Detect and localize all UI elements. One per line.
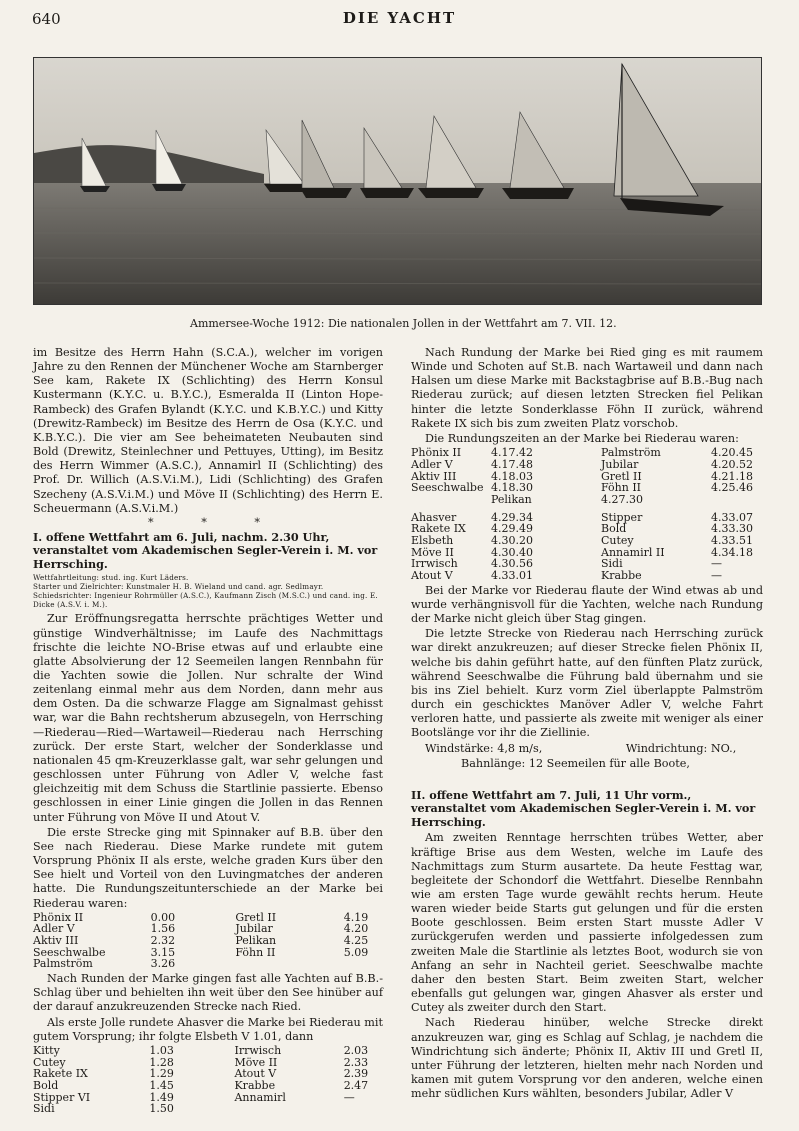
results-table xyxy=(33,1045,383,1115)
time-value: — xyxy=(711,557,722,571)
time-value: 1.49 xyxy=(149,1090,174,1104)
boat-name: Möve II xyxy=(234,1055,278,1069)
boat-name: Atout V xyxy=(411,569,453,583)
officials-line: Schiedsrichter: Ingenieur Rohrmüller (A.S.C.), Kaufmann Zisch (M.S.C.) und cand. ing. E. Dicke (A.S.V. i. M.). xyxy=(33,591,378,610)
officials-line: Wettfahrtleitung: stud. ing. Kurt Läders. xyxy=(33,573,189,583)
race-heading: II. offene Wettfahrt am 7. Juli, 11 Uhr vorm., veranstaltet vom Akademischen Segler-Verein i. M. vor Herrsching. xyxy=(411,787,756,829)
time-value: 2.39 xyxy=(343,1067,369,1081)
photo-caption: Ammersee-Woche 1912: Die nationalen Jollen in der Wettfahrt am 7. VII. 12. xyxy=(190,317,617,330)
paragraph: Am zweiten Renntage herrschten trübes Wetter, aber kräftige Brise aus dem Westen, welche im Laufe des Nachmittags zum Sturm ausartete. Da heute Festtag war, begleitete der Schondorf die Wettfahrt. Dieselbe Rennbahn wie am ersten Tage wurde gewählt rechts herum. Heute waren wieder beide Starts gut gelungen und für die ersten Boote geschlossen. Beim ersten Start musste Adler V zurückgerufen werden und passierte infolgedessen zum zweiten Male die Startlinie als letztes Boot, wodurch sie von Anfang an sehr in Nachteil geriet. Seeschwalbe machte daher den besten Start. Beim zweiten Start, welcher ebenfalls gut gelungen war, gingen Ahasver als erster und Cutey als zweiter durch den Start. xyxy=(411,831,763,1015)
race-stats xyxy=(411,742,763,756)
boat-name: Stipper VI xyxy=(33,1090,91,1104)
page-number: 640 xyxy=(32,10,61,28)
time-value: 4.27.30 xyxy=(601,492,643,506)
results-table xyxy=(411,512,761,582)
boat-name: Gretl II xyxy=(235,910,277,924)
boat-name: Aktiv III xyxy=(411,469,457,483)
time-value: 4.33.01 xyxy=(491,569,533,583)
time-value: 1.45 xyxy=(149,1079,174,1093)
time-value: 5.09 xyxy=(343,945,369,959)
boat-name: Kitty xyxy=(33,1043,60,1057)
officials-line: Starter und Zielrichter: Kunstmaler H. B. Wieland und cand. agr. Sedlmayr. xyxy=(33,582,324,592)
time-value: 0.00 xyxy=(150,910,176,924)
time-value: 4.29.34 xyxy=(491,510,533,524)
paragraph: Die Rundungszeiten an der Marke bei Riederau waren: xyxy=(425,431,739,445)
time-value: 4.30.56 xyxy=(491,557,533,571)
course-length: Bahnlänge: 12 Seemeilen für alle Boote, xyxy=(461,756,690,770)
paragraph: Bei der Marke vor Riederau flaute der Wind etwas ab und wurde verhängnisvoll für die Yachten, welche nach Rundung der Marke nicht gleich über Stag gingen. xyxy=(411,583,763,626)
boat-name: Aktiv III xyxy=(33,934,79,948)
boat-name: Pelikan xyxy=(491,492,532,506)
boat-name: Annamirl II xyxy=(601,545,665,559)
boat-name: Föhn II xyxy=(601,481,642,495)
paragraph: Nach Rundung der Marke bei Ried ging es mit raumem Winde und Schoten auf St.B. nach Wartaweil und dann nach Halsen um diese Marke mit Backstagbrise auf B.B.-Bug nach Riederau zurück; auf diesen letzten Strecken fiel Pelikan hinter die letzte Sonderklasse Föhn II zurück, während Rakete IX sich bis zum zweiten Platz vorschob. xyxy=(411,346,763,430)
race-stats xyxy=(411,757,763,771)
table-row xyxy=(411,558,761,570)
time-value: 1.03 xyxy=(149,1043,174,1057)
time-value: 1.28 xyxy=(149,1055,174,1069)
boat-name: Cutey xyxy=(33,1055,66,1069)
results-table xyxy=(411,447,761,506)
time-value: 2.33 xyxy=(343,1055,369,1069)
wind-strength: Windstärke: 4,8 m/s, xyxy=(425,741,543,755)
time-value: 1.56 xyxy=(150,922,176,936)
boat-name: Palmström xyxy=(33,957,93,971)
time-value: 4.20.52 xyxy=(711,457,753,471)
boat-name: Adler V xyxy=(411,457,453,471)
left-column xyxy=(33,346,383,1117)
paragraph: Die letzte Strecke von Riederau nach Herrsching zurück war direkt anzukreuzen; auf dieser Strecke fielen Phönix II, welche bis dahin geführt hatte, auf den fünften Platz zurück, während Seeschwalbe die Führung bald übernahm und sie bis ins Ziel behielt. Kurz vorm Ziel überlappte Palmström durch ein geschicktes Manöver Adler V, welche Fahrt verloren hatte, und passierte als zweite mit weniger als einer Bootslänge vor ihr die Ziellinie. xyxy=(411,627,763,740)
time-value: 4.29.49 xyxy=(491,522,533,536)
section-divider: * * * xyxy=(148,515,282,529)
table-row xyxy=(33,1103,383,1115)
results-table xyxy=(33,912,383,971)
boat-name: Irrwisch xyxy=(411,557,458,571)
paragraph: Zur Eröffnungsregatta herrschte prächtiges Wetter und günstige Windverhältnisse; im Laufe des Nachmittags frischte die leichte NO-Brise etwas auf und erlaubte eine glatte Absolvierung der 12 Seemeilen langen Rennbahn für die Yachten sowie die Jollen. Nur schralte der Wind zeitenlang einmal mehr aus dem Norden, dann mehr aus dem Osten. Da die schwarze Flagge am Signalmast gehisst war, war die Bahn rechtsherum abzusegeln, von Herrsching—Riederau—Ried—Wartaweil—Riederau nach Herrsching zurück. Der erste Start, welcher der Sonderklasse und nationalen 45 qm-Kreuzerklasse galt, war sehr gelungen und geschlossen unter Führung von Adler V, welche fast gleichzeitig mit dem Schuss die Startlinie passierte. Ebenso geschlossen in einer Linie gingen die Jollen in das Rennen unter Führung von Möve II und Atout V. xyxy=(33,612,383,824)
boat-name: Elsbeth xyxy=(411,534,454,548)
paragraph: Nach Riederau hinüber, welche Strecke direkt anzukreuzen war, ging es Schlag auf Schlag, je nachdem die Windrichtung sich änderte; Phönix II, Aktiv III und Gretl II, unter Führung der letzteren, hielten mehr nach Norden und kamen mit gutem Vorsprung vor den anderen, welche einen mehr südlichen Kurs wählten, besonders Jubilar, Adler V xyxy=(411,1016,763,1101)
time-value: 2.47 xyxy=(343,1079,369,1093)
time-value: 4.17.48 xyxy=(491,457,533,471)
boat-name: Adler V xyxy=(33,922,75,936)
table-row xyxy=(411,494,761,506)
boat-name: Rakete IX xyxy=(33,1067,88,1081)
time-value: 2.32 xyxy=(150,934,176,948)
table-row xyxy=(411,447,761,459)
table-row xyxy=(411,570,761,582)
time-value: 4.33.07 xyxy=(711,510,753,524)
time-value: 1.29 xyxy=(149,1067,174,1081)
boat-name: Irrwisch xyxy=(234,1043,282,1057)
boat-name: Atout V xyxy=(234,1067,277,1081)
boat-name: Ahasver xyxy=(411,510,457,524)
time-value: 3.26 xyxy=(150,957,176,971)
boat-name: Krabbe xyxy=(601,569,642,583)
paragraph: Als erste Jolle rundete Ahasver die Marke bei Riederau mit gutem Vorsprung; ihr folgte Elsbeth V 1.01, dann xyxy=(33,1015,383,1043)
table-row xyxy=(411,547,761,559)
boat-name: Sidi xyxy=(601,557,623,571)
time-value: 2.03 xyxy=(343,1043,369,1057)
wind-direction: Windrichtung: NO., xyxy=(625,741,737,755)
time-value: 4.20 xyxy=(343,922,369,936)
time-value: 4.25 xyxy=(343,934,369,948)
table-row xyxy=(33,1092,383,1104)
paragraph: Nach Runden der Marke gingen fast alle Yachten auf B.B.-Schlag über und behielten ihn weit über den See hinüber auf der darauf anzukreuzenden Strecke nach Ried. xyxy=(33,972,383,1014)
table-row xyxy=(33,1045,383,1057)
boat-name: Föhn II xyxy=(235,945,276,959)
boat-name: Gretl II xyxy=(601,469,642,483)
time-value: 1.50 xyxy=(149,1102,174,1116)
table-row xyxy=(411,523,761,535)
boat-name: Seeschwalbe xyxy=(33,945,106,959)
time-value: 4.30.20 xyxy=(491,534,533,548)
boat-name: Pelikan xyxy=(235,934,277,948)
boat-name: Cutey xyxy=(601,534,634,548)
boat-name: Möve II xyxy=(411,545,454,559)
table-row xyxy=(33,923,383,935)
time-value: 4.21.18 xyxy=(711,469,753,483)
table-row xyxy=(33,935,383,947)
time-value: 4.20.45 xyxy=(711,446,753,460)
right-column xyxy=(411,346,763,1102)
boat-name: Bold xyxy=(601,522,627,536)
time-value: 4.30.40 xyxy=(491,545,533,559)
time-value: 3.15 xyxy=(150,945,176,959)
boat-name: Phönix II xyxy=(411,446,462,460)
time-value: 4.19 xyxy=(343,910,369,924)
boat-name: Jubilar xyxy=(601,457,639,471)
paragraph: Die erste Strecke ging mit Spinnaker auf B.B. über den See nach Riederau. Diese Marke rundete mit gutem Vorsprung Phönix II als erste, welche graden Kurs über den See hielt und Vorteil von den Luvingmatches der anderen hatte. Die Rundungszeitunterschiede an der Marke bei Riederau waren: xyxy=(33,825,383,910)
sailboats-illustration xyxy=(34,58,761,304)
table-row xyxy=(411,482,761,494)
boat-name: Rakete IX xyxy=(411,522,466,536)
boat-name: Sidi xyxy=(33,1102,55,1116)
time-value: 4.33.30 xyxy=(711,522,753,536)
time-value: 4.18.03 xyxy=(491,469,533,483)
running-head: DIE YACHT xyxy=(342,9,457,27)
time-value: 4.17.42 xyxy=(491,446,533,460)
boat-name: Seeschwalbe xyxy=(411,481,484,495)
time-value: 4.18.30 xyxy=(491,481,533,495)
boat-name: Stipper xyxy=(601,510,643,524)
table-row xyxy=(411,535,761,547)
sailing-photo xyxy=(33,57,762,305)
time-value: 4.25.46 xyxy=(711,481,753,495)
boat-name: Annamirl xyxy=(234,1090,286,1104)
boat-name: Palmström xyxy=(601,446,661,460)
time-value: — xyxy=(343,1090,355,1104)
time-value: 4.34.18 xyxy=(711,545,753,559)
time-value: — xyxy=(711,569,722,583)
boat-name: Bold xyxy=(33,1079,59,1093)
time-value: 4.33.51 xyxy=(711,534,753,548)
table-row xyxy=(33,1068,383,1080)
boat-name: Krabbe xyxy=(234,1079,276,1093)
boat-name: Phönix II xyxy=(33,910,84,924)
table-row xyxy=(33,1080,383,1092)
race-heading: I. offene Wettfahrt am 6. Juli, nachm. 2.30 Uhr, veranstaltet vom Akademischen Segler-Verein i. M. vor Herrsching. xyxy=(33,529,378,571)
table-row xyxy=(33,912,383,924)
table-row xyxy=(33,958,383,970)
boat-name: Jubilar xyxy=(235,922,273,936)
paragraph: im Besitze des Herrn Hahn (S.C.A.), welcher im vorigen Jahre zu den Rennen der Münchener Woche am Starnberger See kam, Rakete IX (Schlichting) des Herrn Konsul Kustermann (K.Y.C. u. B.Y.C.), Esmeralda II (Linton Hope-Rambeck) des Grafen Bylandt (K.Y.C. und K.B.Y.C.) und Kitty (Drewitz-Rambeck) im Besitze des Herrn de Osa (K.Y.C. und K.B.Y.C.). Die vier am See beheimateten Neubauten sind Bold (Drewitz, Steinlechner und Pettuyes, Utting), im Besitz des Herrn Wimmer (A.S.C.), Annamirl II (Schlichting) des Prof. Dr. Willich (A.S.V.i.M.), Lidi (Schlichting) des Grafen Szecheny (A.S.V.i.M.) und Möve II (Schlichting) des Herrn E. Scheuermann (A.S.V.i.M.) xyxy=(33,346,383,515)
table-row xyxy=(411,459,761,471)
